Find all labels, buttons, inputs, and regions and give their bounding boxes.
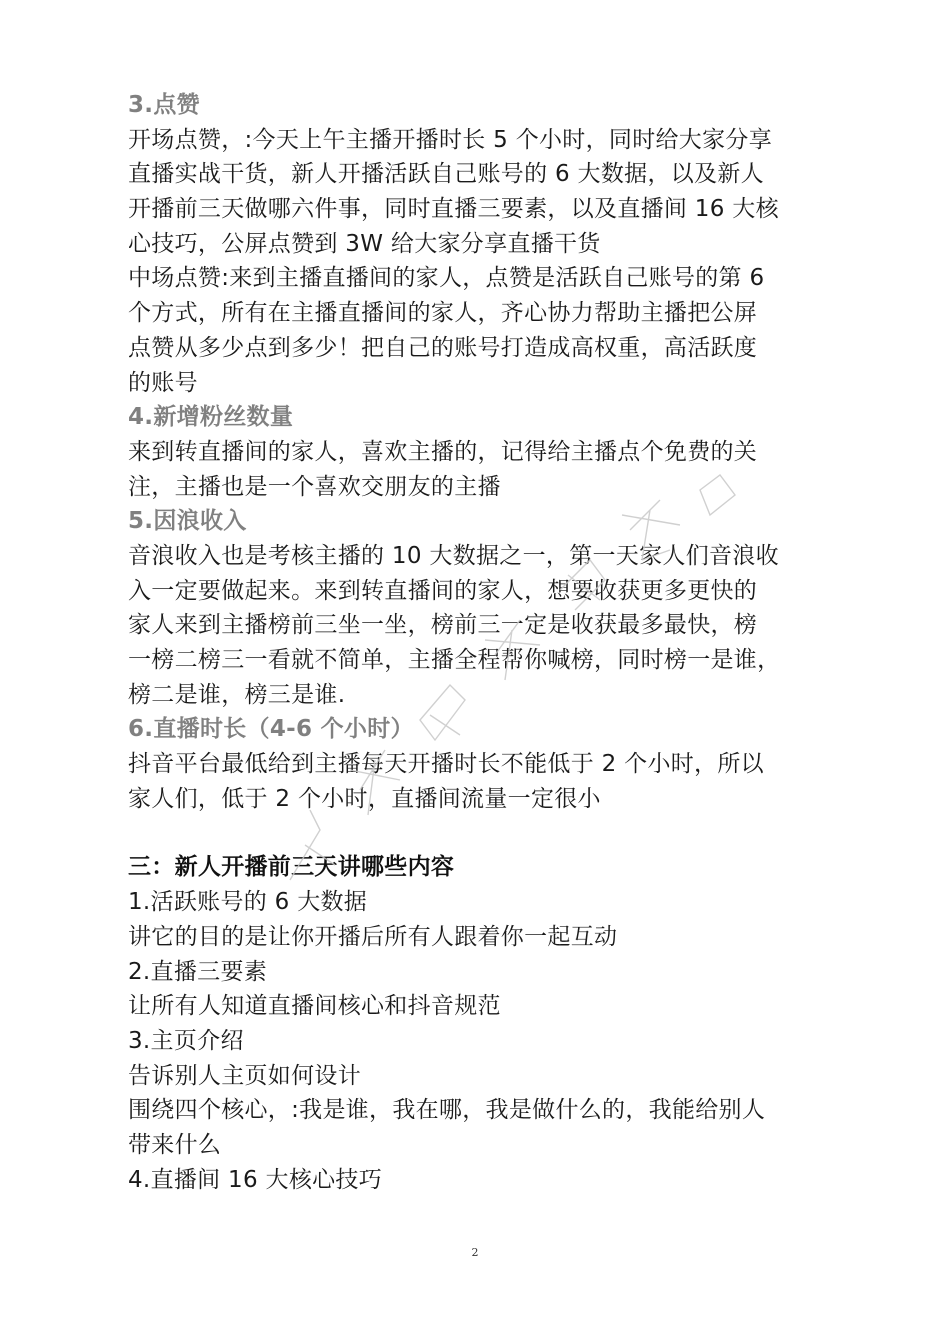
paragraph-line: 3.主页介绍 (128, 1027, 244, 1054)
paragraph-line: 来到转直播间的家人，喜欢主播的，记得给主播点个免费的关 (128, 438, 758, 465)
part-heading: 三：新人开播前三天讲哪些内容 (128, 854, 455, 881)
paragraph-line: 家人们，低于 2 个小时，直播间流量一定很小 (128, 785, 601, 812)
paragraph-line: 让所有人知道直播间核心和抖音规范 (128, 993, 501, 1020)
section-heading: 5.因浪收入 (128, 508, 247, 535)
paragraph-line: 中场点赞:来到主播直播间的家人，点赞是活跃自己账号的第 6 (128, 265, 765, 292)
section-spacer (128, 816, 828, 850)
paragraph-line: 1.活跃账号的 6 大数据 (128, 889, 368, 916)
section-heading: 6.直播时长（4-6 个小时） (128, 716, 414, 743)
page-number: 2 (471, 1246, 479, 1259)
paragraph-line: 家人来到主播榜前三坐一坐，榜前三一定是收获最多最快，榜 (128, 612, 758, 639)
paragraph-line: 围绕四个核心，:我是谁，我在哪，我是做什么的，我能给别人 (128, 1097, 766, 1124)
paragraph-line: 的账号 (128, 369, 198, 396)
paragraph-line: 2.直播三要素 (128, 958, 268, 985)
paragraph-line: 告诉别人主页如何设计 (128, 1062, 361, 1089)
paragraph-line: 开播前三天做哪六件事，同时直播三要素，以及直播间 16 大核 (128, 196, 779, 223)
paragraph-line: 心技巧，公屏点赞到 3W 给大家分享直播干货 (128, 230, 601, 257)
paragraph-line: 入一定要做起来。来到转直播间的家人，想要收获更多更快的 (128, 577, 758, 604)
paragraph-line: 开场点赞，:今天上午主播开播时长 5 个小时，同时给大家分享 (128, 126, 773, 153)
paragraph-line: 音浪收入也是考核主播的 10 大数据之一，第一天家人们音浪收 (128, 542, 779, 569)
section-heading: 3.点赞 (128, 92, 200, 118)
paragraph-line: 直播实战干货，新人开播活跃自己账号的 6 大数据，以及新人 (128, 161, 764, 188)
paragraph-line: 一榜二榜三一看就不简单，主播全程帮你喊榜，同时榜一是谁， (128, 647, 781, 673)
paragraph-line: 榜二是谁，榜三是谁. (128, 681, 346, 708)
paragraph-line: 注，主播也是一个喜欢交朋友的主播 (128, 473, 501, 500)
document-body (128, 88, 828, 1197)
paragraph-line: 个方式，所有在主播直播间的家人，齐心协力帮助主播把公屏 (128, 300, 758, 327)
paragraph-line: 讲它的目的是让你开播后所有人跟着你一起互动 (128, 923, 618, 950)
section-heading: 4.新增粉丝数量 (128, 404, 294, 431)
paragraph-line: 带来什么 (128, 1131, 222, 1158)
paragraph-line: 抖音平台最低给到主播每天开播时长不能低于 2 个小时，所以 (128, 751, 764, 778)
paragraph-line: 4.直播间 16 大核心技巧 (128, 1166, 383, 1193)
paragraph-line: 点赞从多少点到多少！把自己的账号打造成高权重，高活跃度 (128, 334, 758, 361)
